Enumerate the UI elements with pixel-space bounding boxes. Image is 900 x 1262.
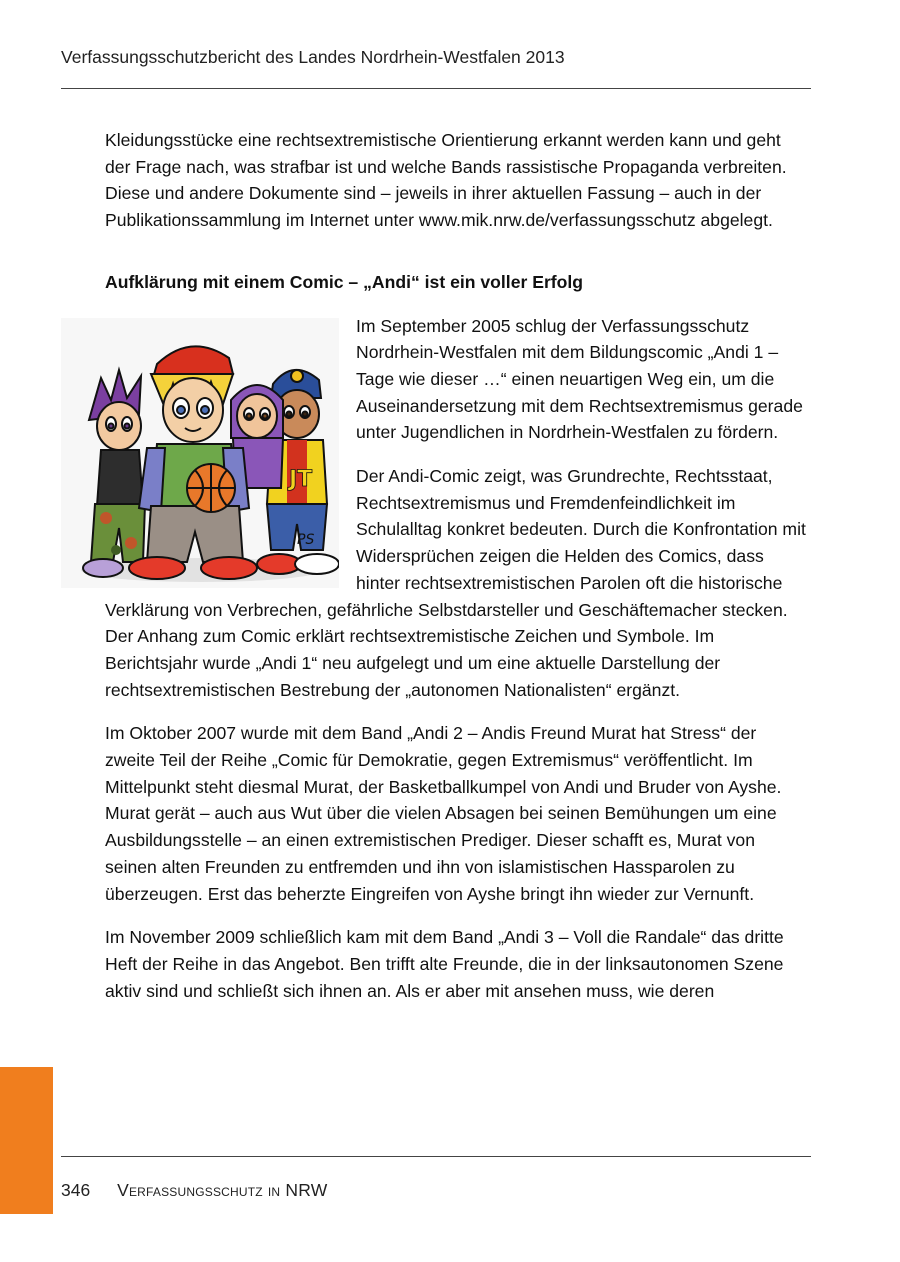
paragraph-3: Im Oktober 2007 wurde mit dem Band „Andi 2 – Andis Freund Murat hat Stress“ der zweite Teil der Reihe „Comic für Demokratie, gegen Extremismus“ veröffentlicht. Im Mittelpunkt steht diesmal Murat, der Basketballkumpel von Andi und Bruder von Ayshe. Murat gerät – auch aus Wut über die vielen Absagen bei seinen Bemühungen um eine Ausbildungsstelle – an einen extremistischen Prediger. Dieser schafft es, Murat von seinen alten Freunden zu entfremden und ihn von islamistischen Hassparolen zu überzeugen. Erst das beherzte Eingreifen von Ayshe bringt ihn wieder zur Vernunft.	[105, 723, 782, 904]
page-footer	[61, 1180, 327, 1201]
footer-rule	[61, 1156, 811, 1157]
section-heading: Aufklärung mit einem Comic – „Andi“ ist ein voller Erfolg	[105, 271, 584, 292]
artist-signature: PS	[297, 531, 315, 548]
paragraph-4: Im November 2009 schließlich kam mit dem Band „Andi 3 – Voll die Randale“ das dritte Heft der Reihe in das Angebot. Ben trifft alte Freunde, die in der linksautonomen Szene aktiv sind und schließt sich ihnen an. Als er aber mit ansehen muss, wie deren	[105, 927, 784, 1001]
svg-text:JT: JT	[289, 466, 313, 492]
paragraph-2: Der Andi-Comic zeigt, was Grundrechte, Rechtsstaat, Rechtsextremismus und Fremdenfeindlichkeit im Schulalltag konkret bedeuten. Durch die Konfrontation mit Widersprüchen zeigen die Helden des Comics, dass hinter rechtsextremistischen Parolen oft die historische Verklärung von Verbrechen, gefährliche Selbstdarsteller und Geschäftemacher stecken. Der Anhang zum Comic erklärt rechtsextremistische Zeichen und Symbole. Im Berichtsjahr wurde „Andi 1“ neu aufgelegt und um eine aktuelle Darstellung der rechtsextremistischen Bestrebung der „autonomen Nationalisten“ ergänzt.	[105, 466, 806, 700]
header-rule	[61, 88, 811, 89]
paragraph-1: Im September 2005 schlug der Verfassungsschutz Nordrhein-Westfalen mit dem Bildungscomic „Andi 1 – Tage wie dieser …“ einen neuartigen Weg ein, um die Auseinandersetzung mit dem Rechtsextremismus gerade unter Jugendlichen in Nordrhein-Westfalen zu fördern.	[356, 315, 803, 443]
page-number: 346	[61, 1180, 91, 1200]
running-header: Verfassungsschutzbericht des Landes Nordrhein-Westfalen 2013	[61, 47, 565, 67]
page-body	[105, 127, 811, 1021]
andi-comic-illustration	[61, 318, 339, 588]
orange-chapter-tab	[0, 1067, 53, 1214]
intro-paragraph: Kleidungsstücke eine rechtsextremistische Orientierung erkannt werden kann und geht der Frage nach, was strafbar ist und welche Bands rassistische Propaganda verbreiten. Diese und andere Dokumente sind – jeweils in ihrer aktuellen Fassung – auch in der Publikationssammlung im Internet unter www.mik.nrw.de/verfassungsschutz abgelegt.	[105, 130, 787, 231]
footer-section-title: Verfassungsschutz in NRW	[117, 1180, 328, 1200]
